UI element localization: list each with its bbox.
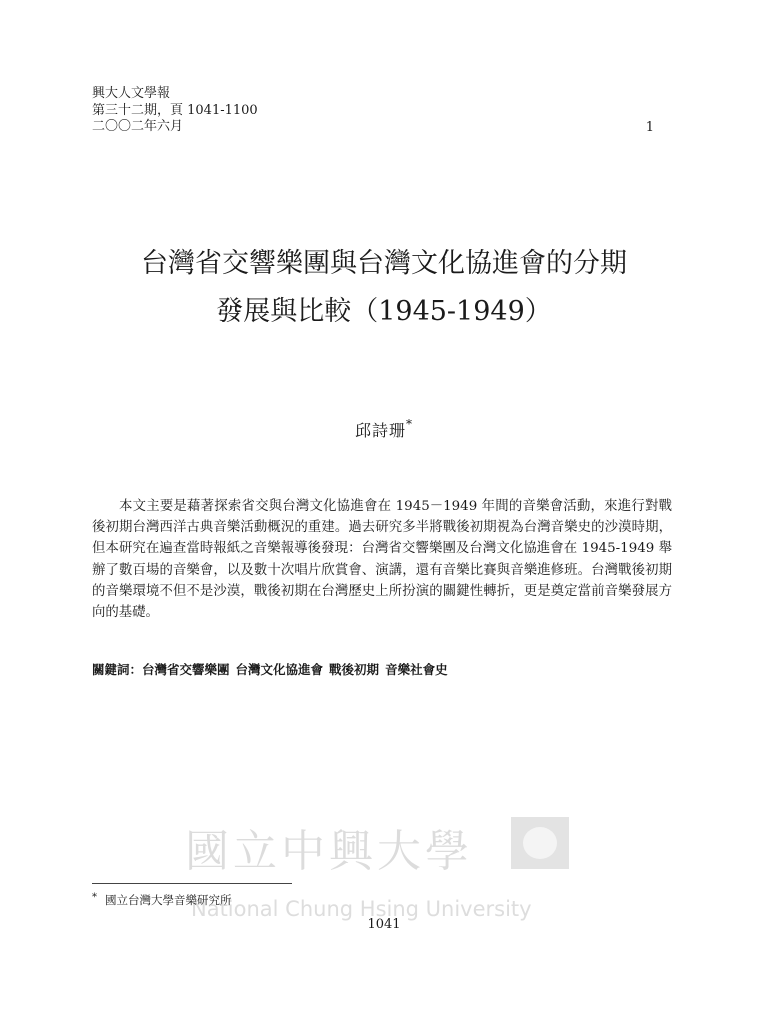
journal-header: [92, 86, 258, 136]
author-name: 邱詩珊: [354, 421, 406, 440]
title-line-2: 發展與比較（1945-1949）: [216, 296, 552, 327]
abstract: 本文主要是藉著探索省交與台灣文化協進會在 1945－1949 年間的音樂會活動，來進行對戰後初期台灣西洋古典音樂活動概況的重建。過去研究多半將戰後初期視為台灣音樂史的沙漠時期，但本研究在遍查當時報紙之音樂報導後發現：台灣省交響樂團及台灣文化協進會在 1945-1949 舉辦了數百場的音樂會，以及數十次唱片欣賞會、演講，還有音樂比賽與音樂進修班。台灣戰後初期的音樂環境不但不是沙漠，戰後初期在台灣歷史上所扮演的關鍵性轉折，更是奠定當前音樂發展方向的基礎。: [92, 499, 672, 621]
watermark-chinese: 國立中興大學: [185, 826, 473, 877]
footnote-divider: [92, 883, 292, 884]
journal-issue: 第三十二期，頁 1041-1100: [92, 102, 258, 118]
footnote-text: 國立台灣大學音樂研究所: [105, 893, 232, 907]
watermark-english: National Chung Hsing University: [191, 897, 532, 921]
footnote: [92, 892, 232, 908]
paper-title: [0, 240, 768, 336]
university-logo-icon: [511, 817, 569, 869]
footnote-mark: *: [92, 892, 97, 903]
keyword-1: 台灣省交響樂團: [142, 662, 230, 677]
author-footnote-mark: *: [406, 416, 413, 431]
journal-name: 興大人文學報: [92, 86, 171, 101]
university-watermark: [185, 815, 595, 925]
author: [0, 418, 768, 441]
keyword-2: 台灣文化協進會: [235, 662, 324, 677]
journal-date: 二〇〇二年六月: [92, 119, 184, 134]
keywords: [92, 660, 454, 678]
keyword-4: 音樂社會史: [385, 662, 448, 677]
keyword-3: 戰後初期: [329, 662, 380, 677]
page-number-bottom: 1041: [367, 917, 401, 932]
title-line-1: 台灣省交響樂團與台灣文化協進會的分期: [141, 248, 627, 279]
keywords-label: 關鍵詞：: [92, 662, 143, 677]
page-number-top: 1: [645, 120, 654, 135]
